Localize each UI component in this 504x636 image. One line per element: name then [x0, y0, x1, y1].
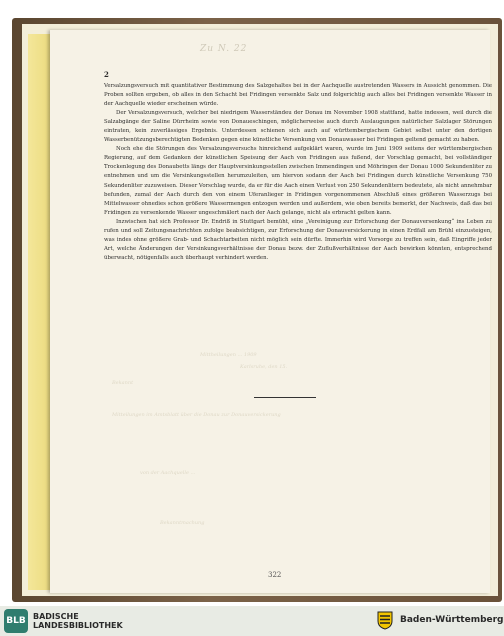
paragraph: Noch ehe die Störungen des Versalzungsversuchs hinreichend aufgeklärt waren, wurde im Juni 1909 seitens der württembergischen Regierung, auf dem Gedanken der künstlichen Speisung der Aach von Fridingen aus fußend, der Vorschlag gemacht, bei vollständiger Trockenlegung des Donaubetts längs der Hauptversinkungsstellen zwischen Immendingen und Möhringen der Donau 1000 Sekundenliter zu entnehmen und um die Versinkungsstellen herumzuleiten, um hiervon sodann der Aach bei Fridingen durch künstliche Versenkung 750 Sekundenliter zuzuweisen. Dieser Vorschlag wurde, da er für die Aach einen Verlust von 250 Sekundenlitern bedeutete, als nicht annehmbar befunden, zumal der Aach durch den von einem Uferanlieger in Fridingen vorgenommenen Abschluß eines größeren Wasserzugs bei Mittelwasser ohnedies schon größere Wassermengen entzogen werden und außerdem, wie oben bereits bemerkt, der Nachweis, daß das bei Fridingen zu versenkende Wasser ungeschmälert nach der Aach gelange, nicht als erbracht gelten kann.	[104, 146, 492, 216]
library-name	[33, 612, 123, 630]
page-number: 2	[104, 70, 109, 79]
library-name-line2: LANDESBIBLIOTHEK	[33, 621, 123, 630]
bleed-through-text: Bekanntmachung	[160, 520, 205, 526]
bleed-through-page-number: 322	[268, 571, 282, 579]
paragraph: Inzwischen hat sich Professor Dr. Endriß in Stuttgart bemüht, eine „Vereinigung zur Erforschung der Donauversenkung“ ins Leben zu rufen und soll Zeitungsnachrichten zufolge beabsichtigen, zur Erforschung der Donauversickerung in einen Erdfall am Brühl einzusteigen, was indes ohne größere Grab- und Schachtarbeiten nicht möglich sein dürfte. Immerhin wird Vorsorge zu treffen sein, daß Eingriffe jeder Art, welche Änderungen der Versinkungsverhältnisse der Donau bezw. der Zuflußverhältnisse der Aach bewirken könnten, entsprechend überwacht, nötigenfalls auch überhaupt verhindert werden.	[104, 218, 492, 261]
bleed-through-text: Mitteilungen im Amtsblatt über die Donau zur Donauversickerung	[112, 412, 281, 418]
bleed-through-text: Mittheilungen ... 1909	[200, 352, 257, 358]
bleed-through-text: Karlsruhe, den 15.	[240, 364, 288, 370]
body-text	[104, 82, 492, 263]
bleed-through-text: Bekannt	[112, 380, 134, 386]
bleed-through-text: von der Aachquelle ...	[140, 470, 196, 476]
bleed-through-header: Zu N. 22	[200, 44, 248, 54]
paragraph: Versalzungsversuch mit quantitativer Bestimmung des Salzgehaltes bei in der Aachquelle austretenden Wassers in Aussicht genommen. Die Proben sollten ergeben, ob alles in den Schacht bei Fridingen versenkte Salz und folgerichtig auch alles bei Fridingen versenkte Wasser in der Aachquelle wieder erscheinen würde.	[104, 83, 492, 108]
paragraph: Der Versalzungsversuch, welcher bei niedrigem Wasserständeu der Donau im November 1908 stattfand, hatte indessen, weil durch die Salzabgänge der Saline Dürrheim sowie von Donaueschingen, möglicherweise auch durch Auslaugungen natürlicher Salzlager Störungen eintraten, kein zuverlässiges Ergebnis. Unterdessen schienen sich auch auf württembergischem Gebiet selbst unter den dortigen Wasserbenützungsberechtigten Bedenken gegen eine künstliche Versenkung von Donauwasser bei Fridingen geltend gemacht zu haben.	[104, 110, 492, 144]
baden-wuerttemberg-crest-icon	[376, 610, 394, 630]
blb-logo: BLB	[4, 609, 28, 633]
state-name: Baden-Württemberg	[400, 615, 504, 625]
section-divider	[254, 397, 316, 398]
library-name-line1: BADISCHE	[33, 612, 79, 621]
